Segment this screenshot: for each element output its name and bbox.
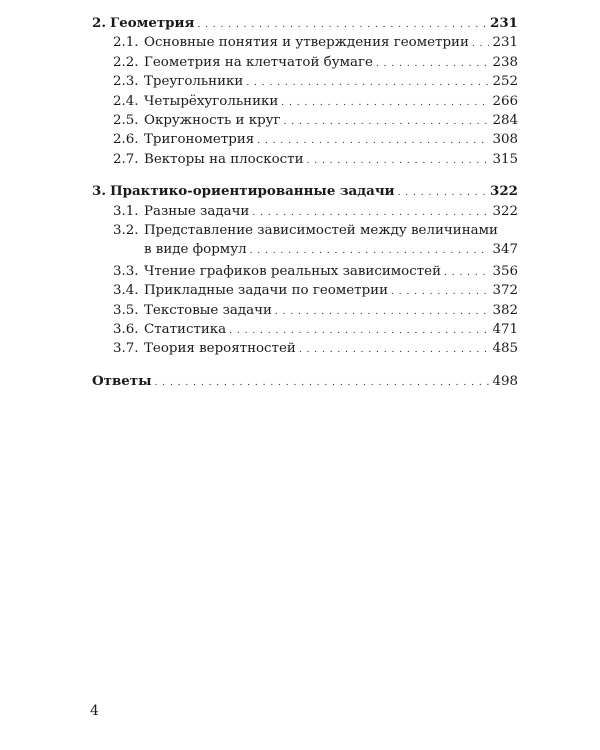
dot-leader xyxy=(229,320,489,341)
item-title: Текстовые задачи xyxy=(144,302,272,318)
toc-item[interactable] xyxy=(92,301,518,320)
item-number: 3.7. xyxy=(113,341,139,357)
item-title-continued: в виде формул xyxy=(144,242,247,258)
page-ref: 485 xyxy=(492,341,518,357)
dot-leader xyxy=(299,339,490,360)
page-ref: 231 xyxy=(492,35,518,51)
item-number: 2.4. xyxy=(113,93,139,109)
item-title: Прикладные задачи по геометрии xyxy=(144,283,389,299)
page-ref: 252 xyxy=(492,74,518,90)
page-ref: 347 xyxy=(492,242,518,258)
toc-item[interactable] xyxy=(92,33,518,52)
page-ref: 266 xyxy=(492,93,518,109)
item-line-1 xyxy=(113,221,518,240)
section-title: Геометрия xyxy=(110,15,195,31)
dot-leader xyxy=(284,111,490,132)
item-title: Представление зависимостей между величинами xyxy=(144,222,498,238)
dot-leader xyxy=(472,33,490,54)
item-number: 2.3. xyxy=(113,74,139,90)
section-number: 2. xyxy=(92,15,106,31)
page-ref: 471 xyxy=(492,321,518,337)
dot-leader xyxy=(252,202,489,223)
page-number: 4 xyxy=(90,703,99,719)
toc-item[interactable] xyxy=(92,130,518,149)
item-title: Разные задачи xyxy=(144,203,250,219)
dot-leader xyxy=(275,301,490,322)
section-number: 3. xyxy=(92,183,106,200)
page-ref: 372 xyxy=(492,283,518,299)
dot-leader xyxy=(197,14,487,35)
page-ref: 284 xyxy=(492,112,518,128)
item-number: 3.2. xyxy=(113,222,139,238)
item-number: 3.3. xyxy=(113,263,139,279)
item-title: Теория вероятностей xyxy=(144,341,296,357)
item-number: 2.2. xyxy=(113,54,139,70)
toc-item[interactable] xyxy=(92,111,518,130)
page-ref: 315 xyxy=(492,151,518,167)
item-number: 2.6. xyxy=(113,132,139,148)
item-line-2 xyxy=(113,240,518,261)
item-title: Четырёхугольники xyxy=(144,93,279,109)
page-ref: 322 xyxy=(490,183,518,200)
item-title: Тригонометрия xyxy=(144,132,255,148)
dot-leader xyxy=(307,150,490,171)
item-title: Векторы на плоскости xyxy=(144,151,304,167)
item-title: Основные понятия и утверждения геометрии xyxy=(144,35,469,51)
toc-section-geometry[interactable] xyxy=(92,14,518,33)
dot-leader xyxy=(246,72,489,93)
table-of-contents xyxy=(92,14,518,391)
toc-item[interactable] xyxy=(92,202,518,221)
page-ref: 231 xyxy=(490,15,518,31)
page-ref: 322 xyxy=(492,203,518,219)
toc-section-answers[interactable] xyxy=(92,372,518,391)
toc-item[interactable] xyxy=(92,262,518,281)
item-title: Геометрия на клетчатой бумаге xyxy=(144,54,373,70)
item-title: Чтение графиков реальных зависимостей xyxy=(144,263,441,279)
item-title: Треугольники xyxy=(144,74,244,90)
item-number: 2.1. xyxy=(113,35,139,51)
item-number: 2.5. xyxy=(113,112,139,128)
item-number: 3.6. xyxy=(113,321,139,337)
page-ref: 308 xyxy=(492,132,518,148)
dot-leader xyxy=(376,53,489,74)
dot-leader xyxy=(391,281,489,302)
toc-item[interactable] xyxy=(92,53,518,72)
toc-section-practical[interactable] xyxy=(92,182,518,201)
item-number: 3.4. xyxy=(113,283,139,299)
dot-leader xyxy=(281,92,489,113)
dot-leader xyxy=(155,372,490,393)
item-number: 3.5. xyxy=(113,302,139,318)
toc-item[interactable] xyxy=(92,221,518,262)
page-ref: 238 xyxy=(492,54,518,70)
toc-item[interactable] xyxy=(92,150,518,169)
page-ref: 382 xyxy=(492,302,518,318)
item-title: Окружность и круг xyxy=(144,112,281,128)
section-title: Практико-ориентированные задачи xyxy=(110,183,395,200)
page-ref: 498 xyxy=(492,373,518,389)
toc-item[interactable] xyxy=(92,92,518,111)
dot-leader xyxy=(257,130,489,151)
page-ref: 356 xyxy=(492,263,518,279)
item-number: 3.1. xyxy=(113,203,139,219)
item-number: 2.7. xyxy=(113,151,139,167)
dot-leader xyxy=(250,240,490,261)
toc-item[interactable] xyxy=(92,320,518,339)
toc-item[interactable] xyxy=(92,339,518,358)
dot-leader xyxy=(398,182,487,203)
dot-leader xyxy=(444,262,489,283)
toc-item[interactable] xyxy=(92,281,518,300)
toc-item[interactable] xyxy=(92,72,518,91)
section-title: Ответы xyxy=(92,372,152,389)
item-title: Статистика xyxy=(144,321,227,337)
